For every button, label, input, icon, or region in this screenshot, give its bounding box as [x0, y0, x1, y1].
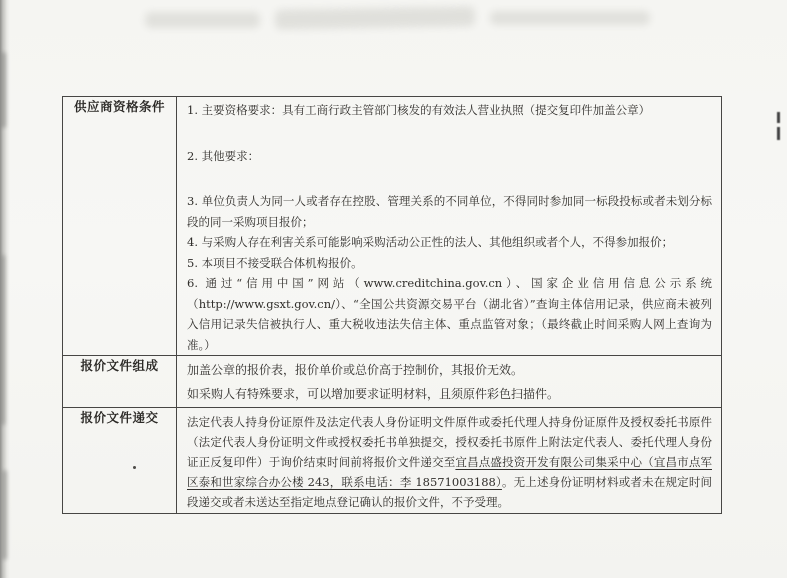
- qualification-item-6: 6. 通过“信用中国”网站（www.creditchina.gov.cn）、国家企业信用信息公示系统（http://www.gsxt.gov.cn/）、“全国公共资源交易平台（湖北省）”查询主体信用记录，供应商未被列入信用记录失信被执行人、重大税收违法失信主体、重点监管对象；（最终截止时间采购人网上查询为准。）: [187, 276, 712, 352]
- qualification-item-1: 1. 主要资格要求：具有工商行政主管部门核发的有效法人营业执照（提交复印件加盖公章）: [187, 103, 651, 117]
- qualification-item-2: 2. 其他要求：: [187, 148, 260, 163]
- scan-smudge: [2, 470, 7, 560]
- qualification-item-5: 5. 本项目不接受联合体机构报价。: [187, 255, 363, 270]
- bleed-through-mark: [490, 11, 650, 25]
- bleed-through-mark: [275, 6, 475, 29]
- scan-smudge: [1, 52, 6, 128]
- submission-text-before: 法定代表人持身份证原件及法定代表人身份证明文件原件或委托代理人持身份证原件及授权委托书原件（法定代表人身份证明文件或授权委托书单独提交，授权委托书原件上附法定代表人、委托代理人身份证正反复印件）于询价结束时间前将报价文件递交至: [187, 415, 712, 469]
- submission-text-after: 。无上述身份证明材料或者未在规定时间段递交或者未送达至指定地点登记确认的报价文件，不予受理。: [187, 475, 713, 509]
- qualification-item-4: 4. 与采购人存在利害关系可能影响采购活动公正性的法人、其他组织或者个人，不得参加报价；: [187, 235, 674, 249]
- row-label-quotation-submission: 报价文件递交: [63, 408, 177, 514]
- quotation-submission-content: [177, 408, 722, 514]
- table-row-quotation-submission: [63, 408, 722, 514]
- composition-line-2: 如采购人有特殊要求，可以增加要求证明材料，且须原件彩色扫描件。: [187, 387, 560, 401]
- scan-artifact-dash: [777, 112, 781, 140]
- bleed-through-mark: [145, 12, 260, 28]
- quotation-composition-content: [177, 356, 722, 408]
- procurement-conditions-table: [62, 96, 722, 514]
- table-row-quotation-composition: [63, 356, 722, 408]
- submission-address-underlined: 宜昌点盛投资开发有限公司集采中心（宜昌市点军区泰和世家综合办公楼 243，联系电话：李 18571003188）: [187, 455, 712, 489]
- scan-smudge: [1, 255, 5, 425]
- supplier-qualification-content: [177, 97, 722, 356]
- qualification-item-3: 3. 单位负责人为同一人或者存在控股、管理关系的不同单位，不得同时参加同一标段投标或者未划分标段的同一采购项目报价；: [187, 194, 712, 229]
- table-row-supplier-qualification: [63, 97, 722, 356]
- row-label-quotation-composition: 报价文件组成: [63, 356, 177, 408]
- composition-line-1: 加盖公章的报价表，报价单价或总价高于控制价，其报价无效。: [187, 363, 524, 377]
- row-label-supplier-qualification: 供应商资格条件: [63, 97, 177, 356]
